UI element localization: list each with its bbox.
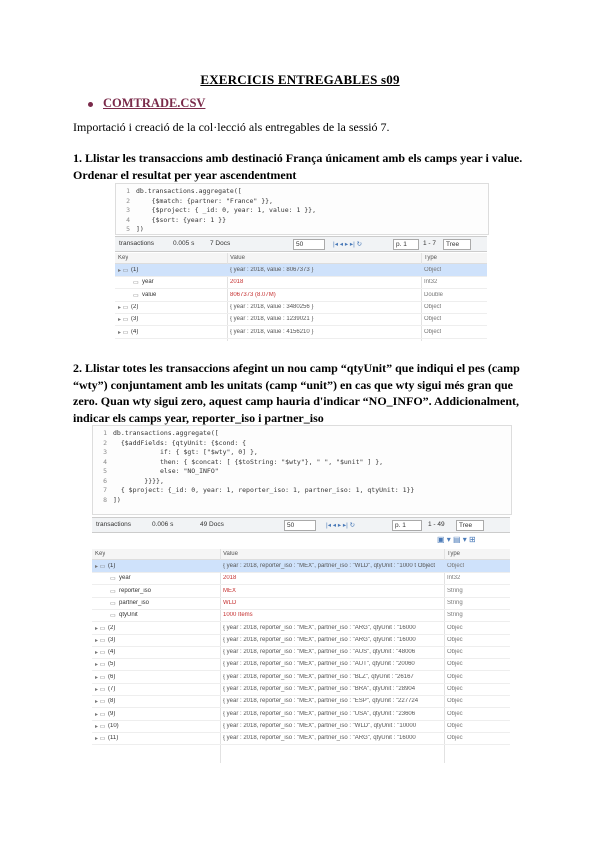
results-toolbar-1 (115, 236, 487, 252)
expand-icon[interactable]: ▸ ▭ (118, 268, 129, 274)
code-line: }}}}, (113, 476, 164, 485)
code-line: db.transactions.aggregate([ (113, 429, 219, 437)
row-value: { year : 2018, reporter_iso : "MEX", partner_iso : "AUS", qtyUnit : "48006 (223, 649, 416, 656)
row-value: { year : 2018, reporter_iso : "MEX", partner_iso : "BRA", qtyUnit : "28904 (223, 686, 416, 692)
row-type: Int32 (447, 575, 461, 582)
row-type: Objec (447, 649, 463, 656)
grid-header (92, 549, 510, 560)
field-icon: ▭ (110, 588, 116, 595)
code-line: db.transactions.aggregate([ (136, 187, 242, 195)
row-type: Objec (447, 686, 463, 692)
row-value: 8067373 (8.07M) (230, 291, 276, 298)
row-key: (1) (108, 563, 116, 569)
table-row[interactable] (115, 313, 487, 326)
field-icon: ▭ (110, 600, 116, 607)
row-type: String (447, 599, 463, 606)
row-key: year (119, 575, 131, 582)
export-toolbar-icons[interactable]: ▣ ▾ ▤ ▾ ⊞ (437, 535, 476, 544)
row-type: Object (424, 267, 442, 273)
table-row[interactable] (92, 695, 510, 708)
row-key: (3) (108, 636, 116, 643)
code-line: { $project: {_id: 0, year: 1, reporter_iso: 1, partner_iso: 1, qtyUnit: 1}} (113, 486, 415, 494)
row-value: { year : 2018, reporter_iso : "MEX", partner_iso : "ARG", qtyUnit : "16000 (223, 636, 416, 643)
question-2-line-1: 2. Llistar totes les transaccions afegint un nou camp “qtyUnit” que indiqui el pes (camp (73, 361, 520, 375)
expand-icon[interactable]: ▸ ▭ (95, 625, 106, 632)
row-key: (5) (108, 661, 116, 668)
table-row[interactable] (92, 622, 510, 635)
page-input[interactable]: p. 1 (392, 520, 422, 531)
range-label: 1 - 7 (423, 240, 437, 247)
row-value: { year : 2018, reporter_iso : "MEX", partner_iso : "ARG", qtyUnit : "16000 (223, 624, 416, 631)
row-type: Object (424, 316, 442, 323)
code-line-number: 7 (103, 486, 107, 494)
pager-nav-icons[interactable]: |◂ ◂ ▸ ▸| ↻ (333, 241, 363, 248)
code-editor-2[interactable] (92, 425, 512, 515)
row-value: { year : 2018, value : 3480256 } (230, 303, 314, 310)
expand-icon[interactable]: ▸ ▭ (118, 304, 129, 311)
code-line-number: 2 (103, 438, 107, 447)
expand-icon[interactable]: ▸ ▭ (118, 329, 129, 336)
question-1 (73, 150, 533, 183)
code-line: if: { $gt: ["$wty", 0] }, (113, 448, 258, 456)
table-row[interactable] (92, 708, 510, 721)
row-type: Objec (447, 698, 463, 705)
bullet-dot-icon (88, 102, 93, 107)
row-type: Objec (447, 673, 463, 680)
row-key: partner_iso (119, 599, 150, 606)
code-line: ]) (113, 495, 121, 504)
column-header-value[interactable]: Value (223, 551, 238, 557)
expand-icon[interactable]: ▸ ▭ (95, 650, 106, 657)
row-value: 1000 Items (223, 612, 253, 619)
question-1-line-1: 1. Llistar les transaccions amb destinació França únicament amb els camps year i value. (73, 151, 523, 165)
row-type: Objec (447, 624, 463, 631)
expand-icon[interactable]: ▸ ▭ (95, 637, 106, 644)
row-key: (4) (131, 328, 139, 335)
code-line: {$addFields: {qtyUnit: {$cond: { (113, 438, 247, 447)
expand-icon[interactable]: ▸ ▭ (95, 736, 106, 743)
row-key: (10) (108, 722, 119, 729)
row-value: 2018 (230, 279, 244, 286)
docs-label: 7 Docs (210, 240, 231, 247)
row-type: Double (424, 291, 444, 298)
row-type: Object (424, 303, 442, 310)
table-row[interactable] (92, 671, 510, 684)
field-icon: ▭ (110, 576, 116, 583)
view-select[interactable]: Tree (456, 520, 484, 531)
column-header-type[interactable]: Type (424, 255, 438, 261)
row-key: (2) (131, 303, 139, 310)
page-size-select[interactable]: 50 (293, 239, 325, 250)
row-type: Object (447, 563, 465, 569)
row-value: 2018 (223, 575, 237, 582)
row-key: (6) (108, 673, 116, 680)
table-row[interactable] (115, 326, 487, 339)
table-row[interactable] (92, 634, 510, 647)
column-header-key[interactable]: Key (95, 551, 106, 557)
range-label: 1 - 49 (428, 521, 445, 528)
code-line: {$match: {partner: "France" }}, (136, 196, 273, 205)
row-value: { year : 2018, value : 1239021 } (230, 316, 314, 323)
code-line: else: "NO_INFO" (113, 467, 219, 475)
code-line-number: 3 (126, 206, 130, 214)
column-header-value[interactable]: Value (230, 255, 245, 261)
row-value: { year : 2018, value : 8067373 } (230, 267, 314, 273)
row-type: Object (424, 328, 442, 335)
expand-icon[interactable]: ▸ ▭ (95, 564, 106, 570)
expand-icon[interactable]: ▸ ▭ (95, 674, 106, 681)
table-row[interactable] (92, 609, 510, 622)
intro-text: Importació i creació de la col·lecció als entregables de la sessió 7. (73, 120, 390, 134)
row-type: Objec (447, 722, 463, 729)
table-row[interactable] (92, 720, 510, 733)
question-1-line-2: Ordenar el resultat per year ascendentment (73, 167, 297, 182)
grid-header (115, 253, 487, 264)
docs-label: 49 Docs (200, 521, 224, 528)
field-icon: ▭ (133, 280, 139, 287)
question-2-line-2: “wty”) conjuntament amb les unitats (camp “unit”) en cas que wty sigui més gran que (73, 377, 514, 392)
row-type: String (447, 612, 463, 619)
row-value: { year : 2018, reporter_iso : "MEX", partner_iso : "ESP", qtyUnit : "227724 (223, 698, 419, 705)
row-key: (11) (108, 735, 119, 742)
table-row[interactable] (92, 597, 510, 610)
row-type: Objec (447, 636, 463, 643)
document-title: EXERCICIS ENTREGABLES s09 (200, 72, 400, 87)
code-line-number: 3 (103, 448, 107, 456)
row-value: { year : 2018, reporter_iso : "MEX", partner_iso : "WLD", qtyUnit : "10000 (223, 722, 417, 729)
expand-icon[interactable]: ▸ ▭ (95, 699, 106, 706)
collection-label: transactions (96, 521, 132, 528)
row-type: Objec (447, 710, 463, 717)
table-row[interactable] (115, 264, 487, 277)
expand-icon[interactable]: ▸ ▭ (95, 711, 106, 718)
table-row[interactable] (115, 289, 487, 302)
row-key: value (142, 291, 157, 298)
table-row[interactable] (115, 276, 487, 289)
page-size-select[interactable]: 50 (284, 520, 316, 531)
row-key: (4) (108, 649, 116, 656)
question-2 (73, 360, 533, 426)
row-value: { year : 2018, reporter_iso : "MEX", partner_iso : "ARG", qtyUnit : "16000 (223, 735, 416, 742)
row-key: (2) (108, 624, 116, 631)
collection-label: transactions (119, 240, 155, 247)
table-row[interactable] (92, 683, 510, 696)
expand-icon[interactable]: ▸ ▭ (95, 723, 106, 730)
results-grid-2 (92, 549, 510, 763)
row-key: year (142, 279, 154, 286)
row-key: qtyUnit (119, 612, 138, 619)
row-type: Objec (447, 661, 463, 668)
code-line-number: 5 (126, 225, 130, 233)
dataset-bullet (88, 96, 205, 111)
code-line-number: 4 (103, 457, 107, 466)
code-line: then: { $concat: [ {$toString: "$wty"}, " ", "$unit" ] }, (113, 457, 384, 466)
row-type: String (447, 587, 463, 594)
row-value: { year : 2018, value : 4156210 } (230, 328, 314, 335)
question-2-line-4: indicar els camps year, reporter_iso i partner_iso (73, 410, 324, 425)
code-line-number: 5 (103, 467, 107, 475)
view-select[interactable]: Tree (443, 239, 471, 250)
row-value: { year : 2018, reporter_iso : "MEX", partner_iso : "AUT", qtyUnit : "20060 (223, 661, 415, 668)
dataset-link[interactable]: COMTRADE.CSV (103, 96, 206, 110)
row-type: Int32 (424, 279, 438, 286)
column-header-type[interactable]: Type (447, 551, 461, 557)
code-line: {$project: { _id: 0, year: 1, value: 1 }}, (136, 206, 317, 214)
results-toolbar-2 (92, 517, 510, 533)
field-icon: ▭ (110, 613, 116, 620)
results-grid-1 (115, 253, 487, 341)
row-key: (7) (108, 686, 116, 692)
row-value: { year : 2018, reporter_iso : "MEX", partner_iso : "WLD", qtyUnit : "1000 t Object (223, 563, 436, 569)
row-key: (8) (108, 698, 116, 705)
code-line-number: 8 (103, 495, 107, 504)
field-icon: ▭ (133, 292, 139, 299)
time-label: 0.006 s (152, 521, 174, 528)
expand-icon[interactable]: ▸ ▭ (95, 662, 106, 669)
screenshot-query-2 (92, 425, 510, 763)
code-line: {$sort: {year: 1 }} (136, 215, 227, 224)
table-row[interactable] (92, 572, 510, 585)
code-line-number: 1 (103, 429, 107, 437)
time-label: 0.005 s (173, 240, 195, 247)
page-input[interactable]: p. 1 (393, 239, 419, 250)
row-key: (3) (131, 316, 139, 323)
table-row[interactable] (115, 301, 487, 314)
row-value: { year : 2018, reporter_iso : "MEX", partner_iso : "BLZ", qtyUnit : "26167 (223, 673, 414, 680)
screenshot-query-1 (115, 183, 487, 341)
row-value: { year : 2018, reporter_iso : "MEX", partner_iso : "USA", qtyUnit : "23606 (223, 710, 416, 717)
row-key: (9) (108, 710, 116, 717)
expand-icon[interactable]: ▸ ▭ (95, 687, 106, 693)
code-line: ]) (136, 225, 144, 233)
row-value: MEX (223, 587, 237, 594)
table-row[interactable] (92, 646, 510, 659)
expand-icon[interactable]: ▸ ▭ (118, 317, 129, 324)
code-editor-1[interactable] (115, 183, 489, 235)
table-row[interactable] (92, 585, 510, 598)
pager-nav-icons[interactable]: |◂ ◂ ▸ ▸| ↻ (326, 522, 356, 529)
code-line-number: 6 (103, 476, 107, 485)
table-row[interactable] (92, 560, 510, 573)
row-key: (1) (131, 267, 139, 273)
table-row[interactable] (92, 658, 510, 671)
code-line-number: 1 (126, 187, 130, 195)
row-value: WLD (223, 599, 237, 606)
code-line-number: 4 (126, 215, 130, 224)
question-2-line-3: zero. Quan wty sigui zero, aquest camp hauria d'indicar “NO_INFO”. Addicionalment, (73, 394, 520, 408)
column-header-key[interactable]: Key (118, 255, 129, 261)
row-type: Objec (447, 735, 463, 742)
code-line-number: 2 (126, 196, 130, 205)
table-row[interactable] (92, 732, 510, 745)
row-key: reporter_iso (119, 587, 152, 594)
